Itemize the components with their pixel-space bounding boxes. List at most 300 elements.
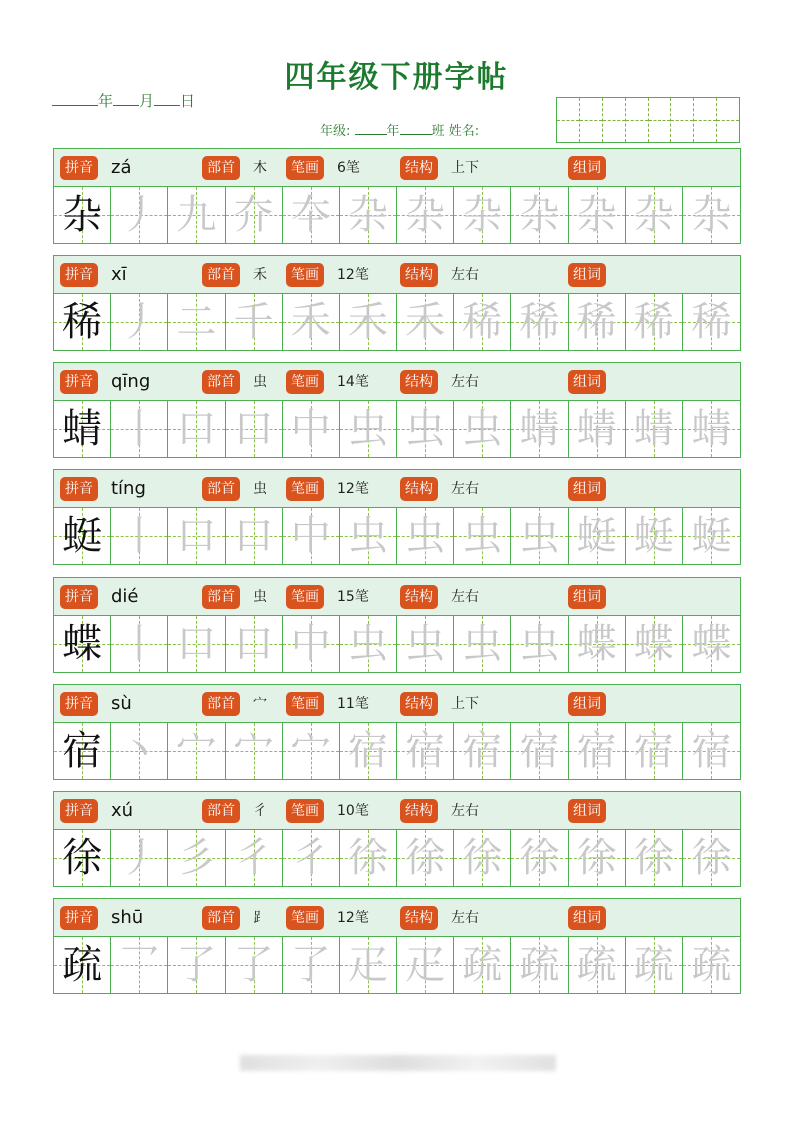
tracing-cell[interactable]: [511, 294, 568, 350]
stroke-order-glyph: 宀: [176, 728, 217, 774]
tracing-cell[interactable]: [397, 508, 454, 564]
pinyin-value: shū: [111, 907, 144, 928]
tracing-cell[interactable]: [340, 294, 397, 350]
structure-tag: 结构: [400, 906, 438, 930]
character-block: [53, 791, 741, 887]
stroke-order-glyph: 杂: [576, 192, 617, 238]
tracing-cell[interactable]: [283, 401, 340, 457]
stroke-order-glyph: 蝶: [576, 621, 617, 667]
stroke-order-glyph: 杂: [347, 192, 388, 238]
pinyin-value: tíng: [111, 478, 146, 499]
stroke-order-glyph: 了: [290, 942, 331, 988]
structure-value: 左右: [451, 589, 479, 605]
practice-row: [54, 830, 740, 886]
tracing-cell[interactable]: [111, 830, 168, 886]
tracing-cell[interactable]: [168, 401, 225, 457]
model-character-cell: [54, 723, 111, 779]
stroke-order-glyph: 蜓: [691, 513, 732, 559]
stroke-order-glyph: 蝶: [633, 621, 674, 667]
name-cell[interactable]: [694, 98, 717, 142]
tracing-cell[interactable]: [626, 401, 683, 457]
stroke-order-glyph: 了: [176, 942, 217, 988]
stroke-order-glyph: 徐: [576, 835, 617, 881]
tracing-cell[interactable]: [340, 508, 397, 564]
tracing-cell[interactable]: [454, 508, 511, 564]
model-character: 蝶: [62, 621, 103, 667]
character-info-bar: [54, 685, 740, 723]
stroke-order-glyph: 乛: [119, 942, 160, 988]
radical-tag: 部首: [202, 156, 240, 180]
strokes-tag: 笔画: [286, 477, 324, 501]
stroke-order-glyph: 二: [176, 299, 217, 345]
stroke-order-glyph: 稀: [633, 299, 674, 345]
tracing-cell[interactable]: [340, 937, 397, 993]
practice-row: [54, 401, 740, 457]
class-blank[interactable]: [400, 122, 432, 135]
stroke-order-glyph: 杂: [633, 192, 674, 238]
words-tag: 组词: [568, 585, 606, 609]
stroke-order-glyph: 宿: [691, 728, 732, 774]
tracing-cell[interactable]: [340, 401, 397, 457]
tracing-cell[interactable]: [569, 616, 626, 672]
model-character: 疏: [62, 942, 103, 988]
tracing-cell[interactable]: [111, 508, 168, 564]
stroke-order-glyph: 丨: [119, 406, 160, 452]
tracing-cell[interactable]: [454, 294, 511, 350]
tracing-cell[interactable]: [226, 616, 283, 672]
stroke-order-glyph: 徐: [633, 835, 674, 881]
model-character-cell: [54, 294, 111, 350]
model-character-cell: [54, 616, 111, 672]
tracing-cell[interactable]: [454, 830, 511, 886]
character-block: [53, 148, 741, 244]
model-character-cell: [54, 508, 111, 564]
structure-tag: 结构: [400, 799, 438, 823]
character-block: [53, 684, 741, 780]
stroke-order-glyph: 宀: [233, 728, 274, 774]
tracing-cell[interactable]: [168, 830, 225, 886]
stroke-order-glyph: 宀: [290, 728, 331, 774]
structure-tag: 结构: [400, 263, 438, 287]
tracing-cell[interactable]: [454, 401, 511, 457]
strokes-value: 15笔: [337, 589, 369, 605]
character-info-bar: [54, 470, 740, 508]
strokes-tag: 笔画: [286, 370, 324, 394]
tracing-cell[interactable]: [626, 294, 683, 350]
stroke-order-glyph: 口: [233, 621, 274, 667]
pinyin-tag: 拼音: [60, 692, 98, 716]
stroke-order-glyph: 虫: [462, 513, 503, 559]
tracing-cell[interactable]: [511, 937, 568, 993]
month-label: 月: [139, 92, 155, 110]
stroke-order-glyph: 虫: [519, 621, 560, 667]
tracing-cell[interactable]: [683, 723, 740, 779]
practice-row: [54, 187, 740, 243]
strokes-value: 12笔: [337, 910, 369, 926]
tracing-cell[interactable]: [569, 830, 626, 886]
page-title: 四年级下册字帖: [284, 60, 509, 95]
pinyin-value: xī: [111, 264, 127, 285]
character-info-bar: [54, 149, 740, 187]
name-cell[interactable]: [626, 98, 649, 142]
stroke-order-glyph: 徐: [519, 835, 560, 881]
model-character: 蜻: [62, 406, 103, 452]
stroke-order-glyph: 杂: [462, 192, 503, 238]
tracing-cell[interactable]: [626, 508, 683, 564]
pinyin-value: sù: [111, 693, 132, 714]
stroke-order-glyph: 虫: [405, 621, 446, 667]
character-block: [53, 362, 741, 458]
tracing-cell[interactable]: [226, 187, 283, 243]
stroke-order-glyph: 宿: [405, 728, 446, 774]
tracing-cell[interactable]: [397, 830, 454, 886]
strokes-value: 12笔: [337, 267, 369, 283]
stroke-order-glyph: 口: [176, 621, 217, 667]
tracing-cell[interactable]: [397, 616, 454, 672]
radical-tag: 部首: [202, 906, 240, 930]
tracing-cell[interactable]: [226, 937, 283, 993]
stroke-order-glyph: 丿: [119, 835, 160, 881]
stroke-order-glyph: 徐: [691, 835, 732, 881]
stroke-order-glyph: 稀: [576, 299, 617, 345]
stroke-order-glyph: 虫: [462, 406, 503, 452]
tracing-cell[interactable]: [226, 723, 283, 779]
strokes-tag: 笔画: [286, 799, 324, 823]
radical-tag: 部首: [202, 477, 240, 501]
stroke-order-glyph: 口: [176, 406, 217, 452]
tracing-cell[interactable]: [283, 616, 340, 672]
tracing-cell[interactable]: [511, 616, 568, 672]
structure-tag: 结构: [400, 692, 438, 716]
stroke-order-glyph: 虫: [405, 513, 446, 559]
stroke-order-glyph: 徐: [462, 835, 503, 881]
tracing-cell[interactable]: [683, 937, 740, 993]
radical-value: ⻊: [253, 910, 267, 926]
tracing-cell[interactable]: [168, 187, 225, 243]
tracing-cell[interactable]: [111, 294, 168, 350]
strokes-tag: 笔画: [286, 585, 324, 609]
stroke-order-glyph: 虫: [347, 513, 388, 559]
name-cell[interactable]: [717, 98, 739, 142]
tracing-cell[interactable]: [340, 187, 397, 243]
character-info-bar: [54, 899, 740, 937]
stroke-order-glyph: 丶: [119, 728, 160, 774]
grade-label: 年级:: [320, 124, 351, 139]
structure-tag: 结构: [400, 477, 438, 501]
words-tag: 组词: [568, 263, 606, 287]
words-tag: 组词: [568, 156, 606, 180]
stroke-order-glyph: 疏: [576, 942, 617, 988]
words-tag: 组词: [568, 906, 606, 930]
tracing-cell[interactable]: [111, 723, 168, 779]
structure-tag: 结构: [400, 156, 438, 180]
tracing-cell[interactable]: [626, 723, 683, 779]
pinyin-value: zá: [111, 157, 132, 178]
radical-value: 禾: [253, 267, 267, 283]
tracing-cell[interactable]: [683, 401, 740, 457]
stroke-order-glyph: 了: [233, 942, 274, 988]
stroke-order-glyph: 疏: [633, 942, 674, 988]
name-cell[interactable]: [671, 98, 694, 142]
tracing-cell[interactable]: [511, 187, 568, 243]
pinyin-value: xú: [111, 800, 134, 821]
pinyin-tag: 拼音: [60, 156, 98, 180]
stroke-order-glyph: 中: [290, 406, 331, 452]
character-block: [53, 469, 741, 565]
tracing-cell[interactable]: [111, 401, 168, 457]
tracing-cell[interactable]: [226, 401, 283, 457]
pinyin-tag: 拼音: [60, 477, 98, 501]
strokes-value: 14笔: [337, 374, 369, 390]
stroke-order-glyph: 徐: [347, 835, 388, 881]
structure-value: 上下: [451, 696, 479, 712]
tracing-cell[interactable]: [569, 723, 626, 779]
name-cell[interactable]: [649, 98, 672, 142]
tracing-cell[interactable]: [626, 187, 683, 243]
pinyin-value: qīng: [111, 371, 151, 392]
pinyin-tag: 拼音: [60, 370, 98, 394]
class-label: 班: [431, 124, 445, 139]
stroke-order-glyph: 千: [233, 299, 274, 345]
tracing-cell[interactable]: [111, 616, 168, 672]
tracing-cell[interactable]: [340, 616, 397, 672]
structure-value: 左右: [451, 803, 479, 819]
tracing-cell[interactable]: [569, 937, 626, 993]
tracing-cell[interactable]: [226, 508, 283, 564]
radical-tag: 部首: [202, 263, 240, 287]
pinyin-tag: 拼音: [60, 263, 98, 287]
character-info-bar: [54, 792, 740, 830]
stroke-order-glyph: 蜻: [691, 406, 732, 452]
strokes-tag: 笔画: [286, 692, 324, 716]
model-character: 稀: [62, 299, 103, 345]
pinyin-tag: 拼音: [60, 906, 98, 930]
tracing-cell[interactable]: [626, 937, 683, 993]
practice-row: [54, 616, 740, 672]
stroke-order-glyph: 疏: [519, 942, 560, 988]
radical-value: 木: [253, 160, 267, 176]
name-cell[interactable]: [580, 98, 603, 142]
tracing-cell[interactable]: [683, 616, 740, 672]
tracing-cell[interactable]: [168, 616, 225, 672]
character-info-bar: [54, 256, 740, 294]
stroke-order-glyph: 中: [290, 513, 331, 559]
model-character: 徐: [62, 835, 103, 881]
stroke-order-glyph: 宿: [347, 728, 388, 774]
words-tag: 组词: [568, 692, 606, 716]
stroke-order-glyph: 宿: [633, 728, 674, 774]
stroke-order-glyph: 虫: [462, 621, 503, 667]
tracing-cell[interactable]: [397, 401, 454, 457]
stroke-order-glyph: 疋: [405, 942, 446, 988]
words-tag: 组词: [568, 370, 606, 394]
radical-tag: 部首: [202, 585, 240, 609]
character-block: [53, 577, 741, 673]
tracing-cell[interactable]: [168, 937, 225, 993]
tracing-cell[interactable]: [283, 508, 340, 564]
tracing-cell[interactable]: [569, 401, 626, 457]
tracing-cell[interactable]: [283, 294, 340, 350]
character-info-bar: [54, 363, 740, 401]
tracing-cell[interactable]: [454, 616, 511, 672]
tracing-cell[interactable]: [111, 937, 168, 993]
structure-value: 左右: [451, 267, 479, 283]
pinyin-value: dié: [111, 586, 139, 607]
tracing-cell[interactable]: [683, 508, 740, 564]
day-blank[interactable]: [154, 91, 180, 106]
stroke-order-glyph: 疏: [462, 942, 503, 988]
radical-tag: 部首: [202, 692, 240, 716]
strokes-tag: 笔画: [286, 906, 324, 930]
structure-tag: 结构: [400, 370, 438, 394]
stroke-order-glyph: 丨: [119, 513, 160, 559]
character-block: [53, 898, 741, 994]
name-writing-grid[interactable]: [556, 97, 740, 143]
name-label: 姓名:: [448, 124, 480, 139]
tracing-cell[interactable]: [569, 508, 626, 564]
stroke-order-glyph: 中: [290, 621, 331, 667]
stroke-order-glyph: 夰: [233, 192, 274, 238]
tracing-cell[interactable]: [168, 508, 225, 564]
model-character-cell: [54, 937, 111, 993]
model-character: 宿: [62, 728, 103, 774]
tracing-cell[interactable]: [397, 723, 454, 779]
stroke-order-glyph: 疋: [347, 942, 388, 988]
character-info-bar: [54, 578, 740, 616]
structure-value: 上下: [451, 160, 479, 176]
radical-value: 虫: [253, 481, 267, 497]
tracing-cell[interactable]: [397, 294, 454, 350]
model-character-cell: [54, 830, 111, 886]
tracing-cell[interactable]: [569, 294, 626, 350]
structure-tag: 结构: [400, 585, 438, 609]
stroke-order-glyph: 丨: [119, 621, 160, 667]
stroke-order-glyph: 虫: [405, 406, 446, 452]
stroke-order-glyph: 九: [176, 192, 217, 238]
radical-value: 彳: [253, 803, 267, 819]
stroke-order-glyph: 丿: [119, 192, 160, 238]
stroke-order-glyph: 杂: [691, 192, 732, 238]
strokes-tag: 笔画: [286, 156, 324, 180]
stroke-order-glyph: 口: [233, 513, 274, 559]
structure-value: 左右: [451, 910, 479, 926]
stroke-order-glyph: 禾: [405, 299, 446, 345]
pinyin-tag: 拼音: [60, 799, 98, 823]
tracing-cell[interactable]: [397, 937, 454, 993]
tracing-cell[interactable]: [511, 401, 568, 457]
stroke-order-glyph: 蜻: [519, 406, 560, 452]
stroke-order-glyph: 杂: [405, 192, 446, 238]
stroke-order-glyph: 彡: [176, 835, 217, 881]
stroke-order-glyph: 禾: [347, 299, 388, 345]
strokes-value: 11笔: [337, 696, 369, 712]
tracing-cell[interactable]: [683, 187, 740, 243]
tracing-cell[interactable]: [226, 830, 283, 886]
practice-row: [54, 508, 740, 564]
day-label: 日: [180, 92, 196, 110]
radical-value: 虫: [253, 374, 267, 390]
strokes-tag: 笔画: [286, 263, 324, 287]
tracing-cell[interactable]: [569, 187, 626, 243]
strokes-value: 12笔: [337, 481, 369, 497]
tracing-cell[interactable]: [168, 723, 225, 779]
stroke-order-glyph: 彳: [290, 835, 331, 881]
tracing-cell[interactable]: [511, 830, 568, 886]
stroke-order-glyph: 蜓: [576, 513, 617, 559]
tracing-cell[interactable]: [111, 187, 168, 243]
stroke-order-glyph: 虫: [519, 513, 560, 559]
tracing-cell[interactable]: [511, 723, 568, 779]
tracing-cell[interactable]: [340, 830, 397, 886]
structure-value: 左右: [451, 481, 479, 497]
model-character-cell: [54, 401, 111, 457]
tracing-cell[interactable]: [283, 187, 340, 243]
tracing-cell[interactable]: [454, 937, 511, 993]
tracing-cell[interactable]: [683, 830, 740, 886]
tracing-cell[interactable]: [626, 830, 683, 886]
radical-value: 宀: [253, 696, 267, 712]
stroke-order-glyph: 宿: [576, 728, 617, 774]
tracing-cell[interactable]: [454, 723, 511, 779]
stroke-order-glyph: 口: [176, 513, 217, 559]
tracing-cell[interactable]: [168, 294, 225, 350]
model-character: 蜓: [62, 513, 103, 559]
grade-blank[interactable]: [355, 122, 387, 135]
stroke-order-glyph: 宿: [519, 728, 560, 774]
student-info: [320, 120, 479, 139]
radical-tag: 部首: [202, 799, 240, 823]
tracing-cell[interactable]: [283, 723, 340, 779]
stroke-order-glyph: 蜻: [576, 406, 617, 452]
stroke-order-glyph: 稀: [519, 299, 560, 345]
tracing-cell[interactable]: [683, 294, 740, 350]
strokes-value: 10笔: [337, 803, 369, 819]
month-blank[interactable]: [113, 91, 139, 106]
tracing-cell[interactable]: [340, 723, 397, 779]
tracing-cell[interactable]: [397, 187, 454, 243]
radical-value: 虫: [253, 589, 267, 605]
tracing-cell[interactable]: [283, 937, 340, 993]
grade-year-label: 年: [386, 124, 400, 139]
stroke-order-glyph: 蜓: [633, 513, 674, 559]
character-block: [53, 255, 741, 351]
tracing-cell[interactable]: [511, 508, 568, 564]
name-cell[interactable]: [603, 98, 626, 142]
tracing-cell[interactable]: [226, 294, 283, 350]
stroke-order-glyph: 口: [233, 406, 274, 452]
stroke-order-glyph: 宿: [462, 728, 503, 774]
pinyin-tag: 拼音: [60, 585, 98, 609]
model-character-cell: [54, 187, 111, 243]
name-cell[interactable]: [557, 98, 580, 142]
model-character: 杂: [62, 192, 103, 238]
structure-value: 左右: [451, 374, 479, 390]
words-tag: 组词: [568, 477, 606, 501]
stroke-order-glyph: 丿: [119, 299, 160, 345]
tracing-cell[interactable]: [626, 616, 683, 672]
strokes-value: 6笔: [337, 160, 360, 176]
stroke-order-glyph: 夲: [290, 192, 331, 238]
tracing-cell[interactable]: [283, 830, 340, 886]
stroke-order-glyph: 蝶: [691, 621, 732, 667]
practice-row: [54, 723, 740, 779]
stroke-order-glyph: 稀: [462, 299, 503, 345]
words-tag: 组词: [568, 799, 606, 823]
tracing-cell[interactable]: [454, 187, 511, 243]
stroke-order-glyph: 疏: [691, 942, 732, 988]
year-blank[interactable]: [52, 91, 98, 106]
stroke-order-glyph: 蜻: [633, 406, 674, 452]
